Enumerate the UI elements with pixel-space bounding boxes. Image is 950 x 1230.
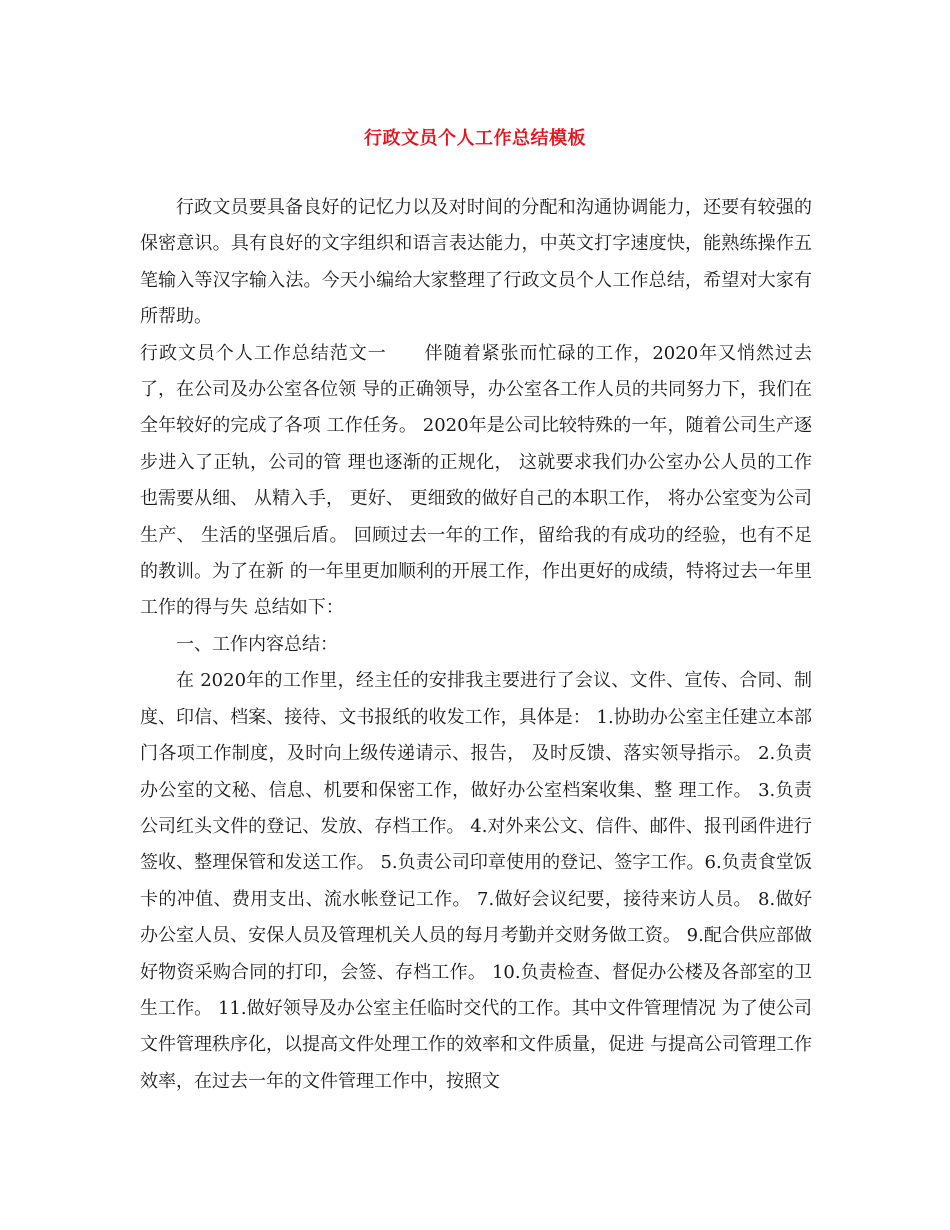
document-title: 行政文员个人工作总结模板 — [364, 128, 586, 149]
document-body — [140, 190, 812, 1100]
work-content-paragraph: 在 2020年的工作里，经主任的安排我主要进行了会议、文件、宣传、合同、制度、印信、档案、接待、文书报纸的收发工作，具体是： 1.协助办公室主任建立本部门各项工作制度，及时向上级传递请示、报告， 及时反馈、落实领导指示。 2.负责办公室的文秘、信息、机要和保密工作，做好办公室档案收集、整 理工作。 3.负责公司红头文件的登记、发放、存档工作。 4.对外来公文、信件、邮件、报刊函件进行签收、整理保管和发送工作。 5.负责公司印章使用的登记、签字工作。6.负责食堂饭卡的冲值、费用支出、流水帐登记工作。 7.做好会议纪要，接待来访人员。 8.做好办公室人员、安保人员及管理机关人员的每月考勤并交财务做工资。 9.配合供应部做好物资采购合同的打印，会签、存档工作。 10.负责检查、督促办公楼及各部室的卫生工作。 11.做好领导及办公室主任临时交代的工作。其中文件管理情况 为了使公司文件管理秩序化，以提高文件处理工作的效率和文件质量，促进 与提高公司管理工作效率，在过去一年的文件管理工作中，按照文 — [140, 670, 812, 1092]
intro-paragraph: 行政文员要具备良好的记忆力以及对时间的分配和沟通协调能力，还要有较强的保密意识。具有良好的文字组织和语言表达能力，中英文打字速度快，能熟练操作五笔输入等汉字输入法。今天小编给大家整理了行政文员个人工作总结，希望对大家有所帮助。 — [140, 197, 812, 328]
section-heading: 一、工作内容总结： — [176, 633, 338, 655]
summary-paragraph: 行政文员个人工作总结范文一 伴随着紧张而忙碌的工作，2020年又悄然过去了，在公司及办公室各位领 导的正确领导，办公室各工作人员的共同努力下，我们在全年较好的完成了各项 工作任务。 2020年是公司比较特殊的一年，随着公司生产逐步进入了正轨，公司的管 理也逐渐的正规化， 这就要求我们办公室办公人员的工作也需要从细、 从精入手， 更好、 更细致的做好自己的本职工作， 将办公室变为公司生产、 生活的坚强后盾。 回顾过去一年的工作，留给我的有成功的经验，也有不足的教训。为了在新 的一年里更加顺利的开展工作，作出更好的成绩，特将过去一年里工作的得与失 总结如下： — [140, 342, 812, 619]
